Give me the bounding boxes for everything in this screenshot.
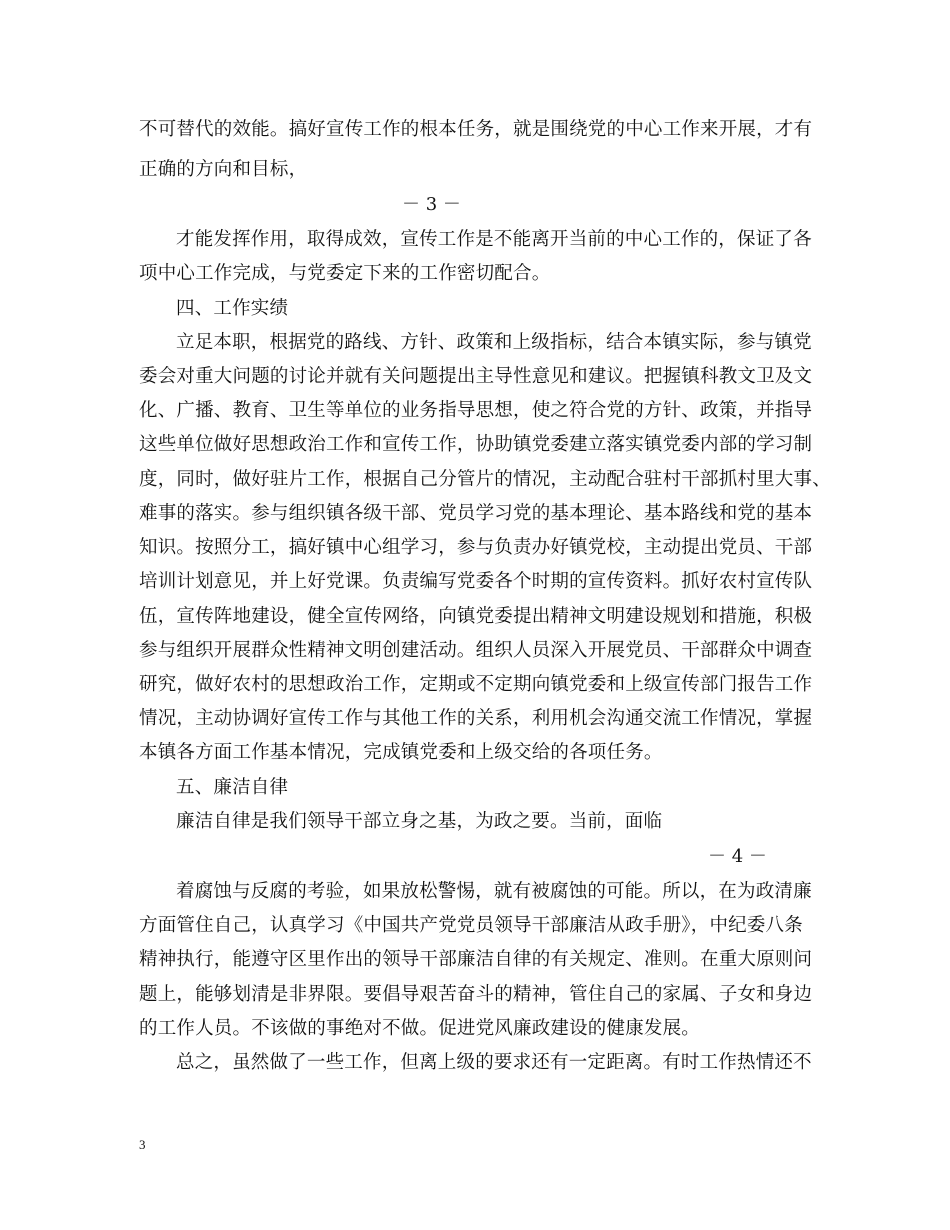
text-line: 着腐蚀与反腐的考验，如果放松警惕，就有被腐蚀的可能。所以，在为政清廉 [176,881,812,902]
text-line: 题上，能够划清是非界限。要倡导艰苦奋斗的精神，管住自己的家属、子女和身边 [139,984,813,1005]
inner-page-mark: － 3 － [402,194,461,215]
text-line: 精神执行，能遵守区里作出的领导干部廉洁自律的有关规定、准则。在重大原则问 [139,949,813,970]
text-line: 度，同时，做好驻片工作，根据自己分管片的情况，主动配合驻村干部抓村里大事、 [139,469,831,490]
text-line: 知识。按照分工，搞好镇中心组学习，参与负责办好镇党校，主动提出党员、干部 [139,537,813,558]
text-line: 立足本职，根据党的路线、方针、政策和上级指标，结合本镇实际，参与镇党 [176,332,812,353]
page-number: 3 [139,1137,146,1152]
text-line: 正确的方向和目标， [139,159,308,180]
inner-page-mark: － 4 － [708,846,767,867]
text-line: 廉洁自律是我们领导干部立身之基，为政之要。当前，面临 [176,811,663,832]
text-line: 才能发挥作用，取得成效，宣传工作是不能离开当前的中心工作的，保证了各 [176,229,812,250]
text-line: 方面管住自己，认真学习《中国共产党党员领导干部廉洁从政手册》，中纪委八条 [139,915,803,936]
text-line: 参与组织开展群众性精神文明创建活动。组织人员深入开展党员、干部群众中调查 [139,640,813,661]
text-line: 委会对重大问题的讨论并就有关问题提出主导性意见和建议。把握镇科教文卫及文 [139,366,813,387]
text-line: 不可替代的效能。搞好宣传工作的根本任务，就是围绕党的中心工作来开展，才有 [139,119,813,140]
text-line: 这些单位做好思想政治工作和宣传工作，协助镇党委建立落实镇党委内部的学习制 [139,434,813,455]
text-line: 培训计划意见，并上好党课。负责编写党委各个时期的宣传资料。抓好农村宣传队 [139,571,813,592]
text-line: 情况，主动协调好宣传工作与其他工作的关系，利用机会沟通交流工作情况，掌握 [139,708,813,729]
text-line: 总之，虽然做了一些工作，但离上级的要求还有一定距离。有时工作热情还不 [176,1052,812,1073]
text-line: 的工作人员。不该做的事绝对不做。促进党风廉政建设的健康发展。 [139,1018,701,1039]
section-heading: 四、工作实绩 [176,298,289,319]
text-line: 项中心工作完成，与党委定下来的工作密切配合。 [139,263,551,284]
text-line: 难事的落实。参与组织镇各级干部、党员学习党的基本理论、基本路线和党的基本 [139,503,813,524]
text-line: 化、广播、教育、卫生等单位的业务指导思想，使之符合党的方针、政策，并指导 [139,400,813,421]
text-line: 研究，做好农村的思想政治工作，定期或不定期向镇党委和上级宣传部门报告工作 [139,674,813,695]
text-line: 伍，宣传阵地建设，健全宣传网络，向镇党委提出精神文明建设规划和措施，积极 [139,606,813,627]
section-heading: 五、廉洁自律 [176,777,289,798]
text-line: 本镇各方面工作基本情况，完成镇党委和上级交给的各项任务。 [139,742,663,763]
